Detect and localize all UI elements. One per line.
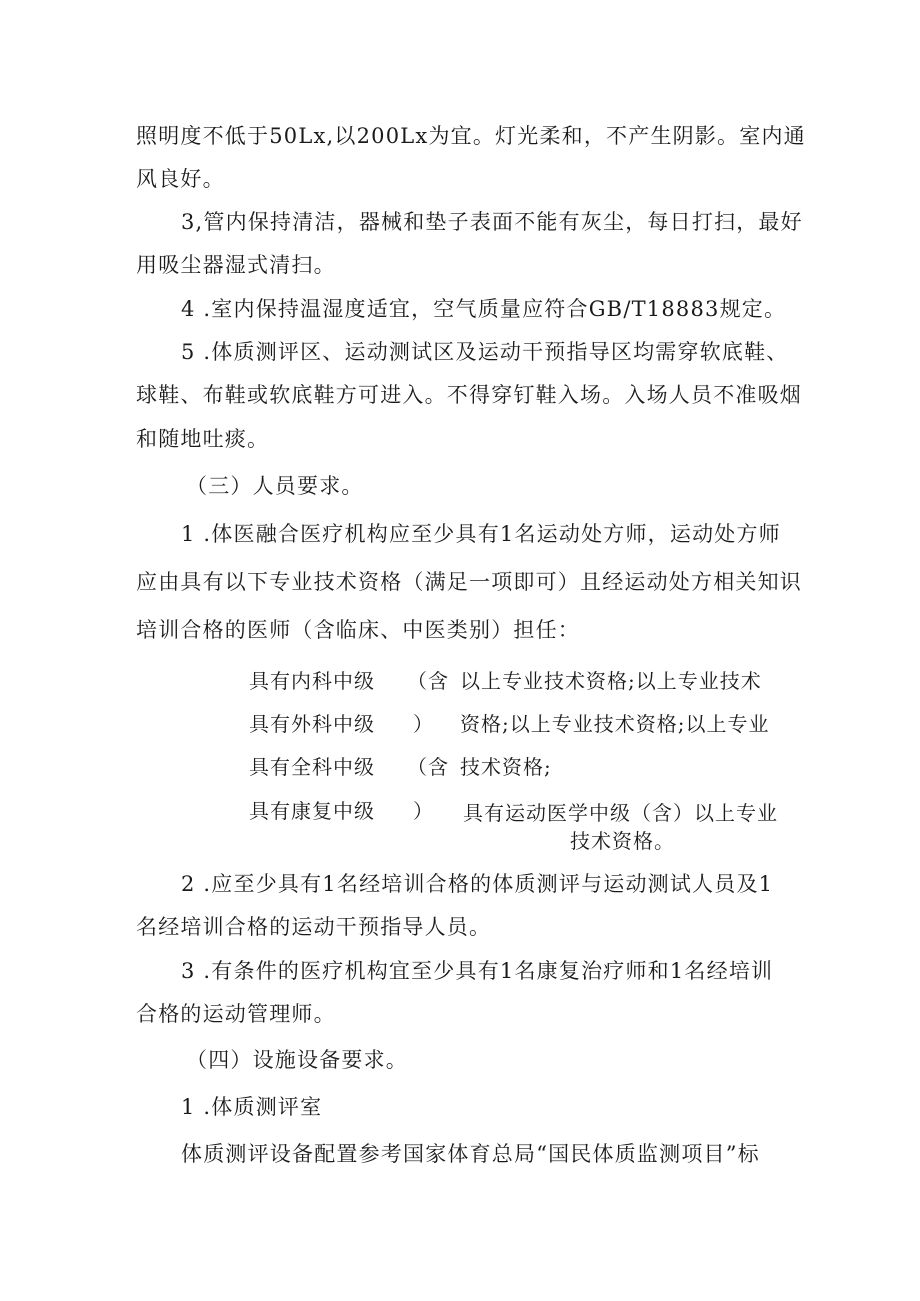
qualification-bracket: （含 (407, 755, 449, 779)
section-heading: （三）人员要求。 (186, 474, 364, 498)
paragraph-line: 2 .应至少具有1名经培训合格的体质测评与运动测试人员及1 (181, 872, 774, 896)
qualification-bracket: ） (413, 712, 434, 736)
paragraph-line: 用吸尘器湿式清扫。 (136, 253, 336, 277)
paragraph-line: 1 .体医融合医疗机构应至少具有1名运动处方师，运动处方师 (181, 522, 781, 546)
paragraph-line: 3,管内保持清洁，器械和垫子表面不能有灰尘，每日打扫，最好 (181, 210, 803, 234)
qualification-bracket: ） (413, 799, 434, 823)
paragraph-line: 体质测评设备配置参考国家体育总局“国民体质监测项目”标 (181, 1142, 760, 1166)
qualification-text: 以上专业技术资格;以上专业技术 (460, 669, 762, 693)
paragraph-line: 名经培训合格的运动干预指导人员。 (136, 915, 492, 939)
paragraph-line: 3 .有条件的医疗机构宜至少具有1名康复治疗师和1名经培训 (181, 959, 774, 983)
qualification-cell: 具有外科中级 (249, 712, 375, 736)
paragraph-line: 培训合格的医师（含临床、中医类别）担任： (136, 618, 580, 642)
qualification-text: 技术资格。 (570, 829, 675, 853)
paragraph-line: 风良好。 (136, 167, 225, 191)
paragraph-line: 1 .体质测评室 (181, 1095, 323, 1119)
qualification-cell: 具有全科中级 (249, 755, 375, 779)
qualification-cell: 具有康复中级 (249, 799, 375, 823)
qualification-text: 资格;以上专业技术资格;以上专业 (460, 712, 770, 736)
paragraph-line: 5 .体质测评区、运动测试区及运动干预指导区均需穿软底鞋、 (181, 340, 789, 364)
qualification-cell: 具有内科中级 (249, 669, 375, 693)
qualification-text: 技术资格; (460, 755, 552, 779)
qualification-text: 具有运动医学中级（含）以上专业 (463, 801, 778, 825)
paragraph-line: 和随地吐痰。 (136, 427, 270, 451)
paragraph-line: 应由具有以下专业技术资格（满足一项即可）且经运动处方相关知识 (136, 570, 802, 594)
paragraph-line: 照明度不低于50Lx,以200Lx为宜。灯光柔和，不产生阴影。室内通 (136, 124, 806, 148)
qualification-bracket: （含 (407, 669, 449, 693)
paragraph-line: 4 .室内保持温湿度适宜，空气质量应符合GB/T18883规定。 (181, 297, 787, 321)
section-heading: （四）设施设备要求。 (186, 1048, 408, 1072)
paragraph-line: 球鞋、布鞋或软底鞋方可进入。不得穿钉鞋入场。入场人员不准吸烟 (136, 383, 802, 407)
paragraph-line: 合格的运动管理师。 (136, 1002, 336, 1026)
